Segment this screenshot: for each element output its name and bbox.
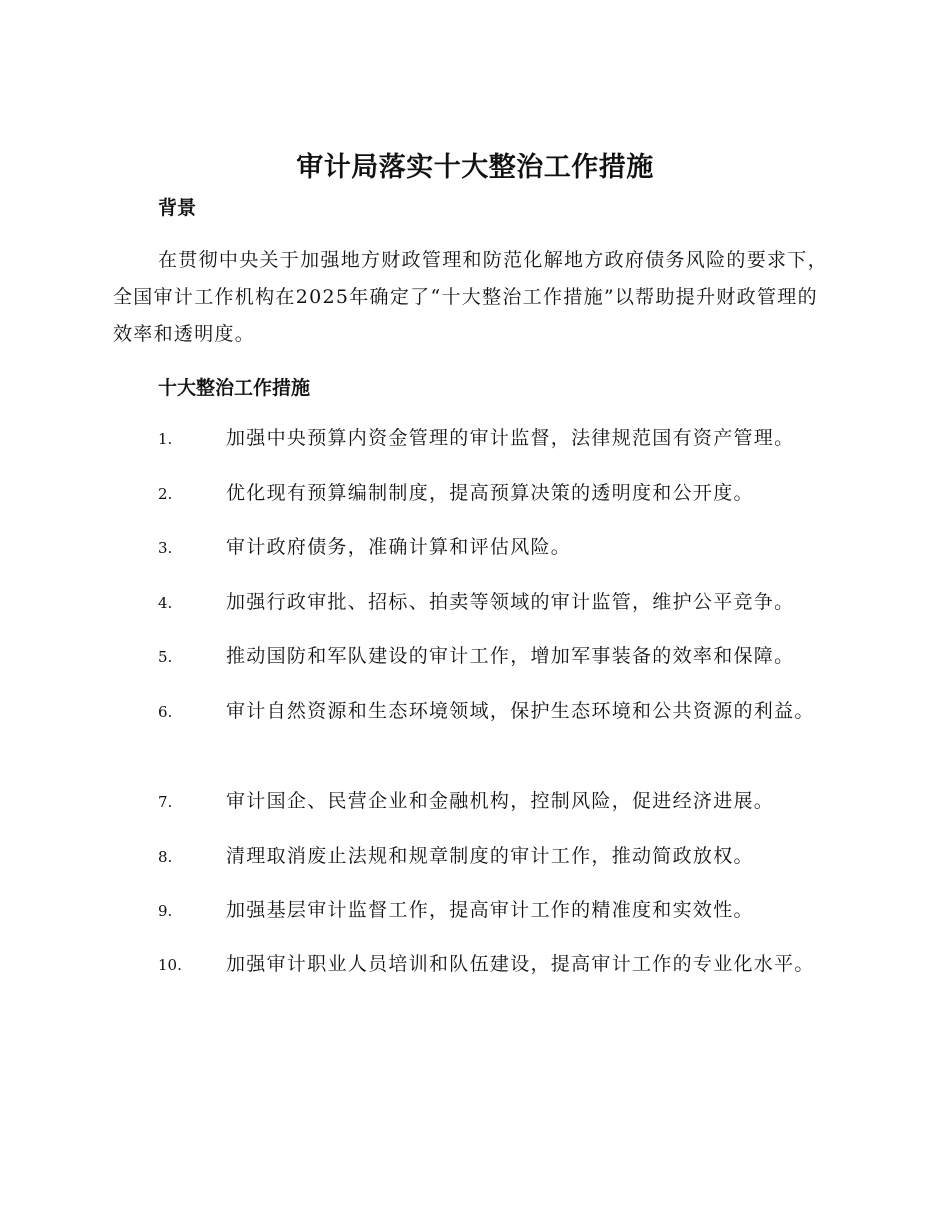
measures-heading: 十大整治工作措施 xyxy=(158,377,311,399)
measure-text: 加强中央预算内资金管理的审计监督，法律规范国有资产管理。 xyxy=(226,427,795,449)
measure-text: 推动国防和军队建设的审计工作，增加军事装备的效率和保障。 xyxy=(226,645,795,667)
measure-item xyxy=(113,783,833,821)
measure-number: 3. xyxy=(158,539,173,557)
background-paragraph: 在贯彻中央关于加强地方财政管理和防范化解地方政府债务风险的要求下，全国审计工作机构在2025年确定了“十大整治工作措施”以帮助提升财政管理的效率和透明度。 xyxy=(113,249,828,345)
measure-number: 8. xyxy=(158,848,173,866)
measure-number: 4. xyxy=(158,594,173,612)
measure-item xyxy=(113,946,833,984)
measure-item xyxy=(113,420,833,458)
measure-item xyxy=(113,838,833,876)
measure-item xyxy=(113,638,833,676)
measure-number: 9. xyxy=(158,902,173,920)
measure-text: 加强基层审计监督工作，提高审计工作的精准度和实效性。 xyxy=(226,899,754,921)
measure-number: 10. xyxy=(158,956,182,974)
measure-item xyxy=(113,584,833,622)
document-title: 审计局落实十大整治工作措施 xyxy=(296,152,654,183)
measure-text: 加强行政审批、招标、拍卖等领域的审计监管，维护公平竞争。 xyxy=(226,591,795,613)
measure-number: 5. xyxy=(158,648,173,666)
measure-text: 审计政府债务，准确计算和评估风险。 xyxy=(226,536,572,558)
measure-item xyxy=(113,693,833,731)
measure-text: 审计自然资源和生态环境领域，保护生态环境和公共资源的利益。 xyxy=(226,700,815,722)
background-heading: 背景 xyxy=(158,197,197,219)
measure-item xyxy=(113,892,833,930)
measure-text: 审计国企、民营企业和金融机构，控制风险，促进经济进展。 xyxy=(226,790,775,812)
measure-text: 清理取消废止法规和规章制度的审计工作，推动简政放权。 xyxy=(226,845,754,867)
measure-item xyxy=(113,529,833,567)
measure-item xyxy=(113,475,833,513)
measure-number: 6. xyxy=(158,703,173,721)
measure-text: 优化现有预算编制制度，提高预算决策的透明度和公开度。 xyxy=(226,482,754,504)
measure-number: 7. xyxy=(158,793,173,811)
measure-text: 加强审计职业人员培训和队伍建设，提高审计工作的专业化水平。 xyxy=(226,953,815,975)
measure-number: 1. xyxy=(158,430,173,448)
measure-number: 2. xyxy=(158,485,173,503)
